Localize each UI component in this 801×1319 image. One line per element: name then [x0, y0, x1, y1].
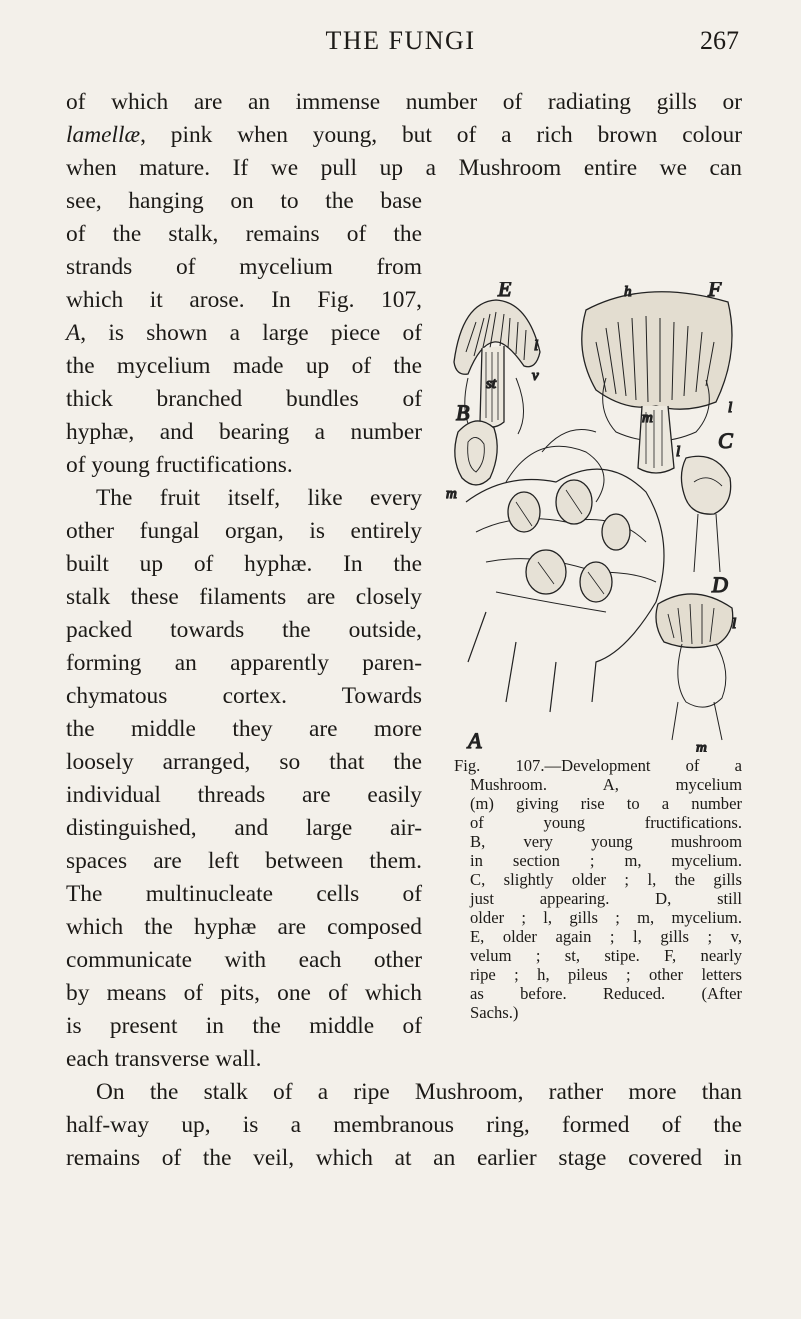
caption-line: ripe ; h, pileus ; other letters: [470, 965, 742, 984]
figure-caption: [454, 756, 742, 1022]
caption-line: E, older again ; l, gills ; v,: [470, 927, 742, 946]
label-m-d: m: [696, 740, 707, 752]
text-line: distinguished, and large air-: [66, 815, 422, 841]
text-fragment: , pink when young, but of a rich brown colour: [140, 122, 742, 148]
text-line: The fruit itself, like every: [96, 485, 422, 511]
caption-line: Fig. 107.—Development of a: [454, 756, 742, 775]
label-e: E: [498, 282, 512, 301]
label-l-f: l: [728, 400, 733, 416]
caption-line: C, slightly older ; l, the gills: [470, 870, 742, 889]
caption-line: in section ; m, mycelium.: [470, 851, 742, 870]
text-line: see, hanging on to the base: [66, 188, 422, 214]
text-line: by means of pits, one of which: [66, 980, 422, 1006]
label-m-f: m: [642, 410, 653, 426]
mushroom-illustration: [446, 282, 742, 752]
caption-line: just appearing. D, still: [470, 889, 742, 908]
caption-line: B, very young mushroom: [470, 832, 742, 851]
label-l: l: [534, 338, 539, 354]
label-c: C: [718, 428, 733, 453]
label-l-d: l: [732, 616, 737, 632]
running-title: THE FUNGI: [325, 26, 476, 55]
caption-line: (m) giving rise to a number: [470, 794, 742, 813]
label-st: st: [486, 376, 497, 392]
emphasis: lamellæ: [66, 122, 141, 148]
mushroom-development-figure: [446, 282, 742, 752]
caption-line: Sachs.): [470, 1003, 519, 1022]
page-header: [0, 14, 801, 54]
text-line: packed towards the outside,: [66, 617, 422, 643]
text-line: hyphæ, and bearing a number: [66, 419, 422, 445]
text-line: spaces are left between them.: [66, 848, 422, 874]
text-line: communicate with each other: [66, 947, 422, 973]
stage-d-drawing: [656, 572, 736, 752]
text-line: each transverse wall.: [66, 1046, 262, 1072]
text-line: the mycelium made up of the: [66, 353, 422, 379]
text-line: loosely arranged, so that the: [66, 749, 422, 775]
label-f: F: [708, 282, 722, 301]
text-line: individual threads are easily: [66, 782, 422, 808]
emphasis: A: [66, 320, 81, 346]
stage-f-drawing: [582, 282, 732, 473]
label-a: A: [468, 728, 482, 752]
caption-line: Mushroom. A, mycelium: [470, 775, 742, 794]
label-b: B: [456, 400, 470, 425]
text-line: thick branched bundles of: [66, 386, 422, 412]
text-line: forming an apparently paren-: [66, 650, 422, 676]
text-line: the middle they are more: [66, 716, 422, 742]
text-line: [66, 121, 742, 150]
text-line: when mature. If we pull up a Mushroom entire we can: [66, 155, 742, 181]
text-line: The multinucleate cells of: [66, 881, 422, 907]
text-line: strands of mycelium from: [66, 254, 422, 280]
label-m-b: m: [446, 486, 457, 502]
stage-c-drawing: [676, 428, 733, 572]
text-line: other fungal organ, is entirely: [66, 518, 422, 544]
text-line: built up of hyphæ. In the: [66, 551, 422, 577]
text-line: which it arose. In Fig. 107,: [66, 287, 422, 313]
page-number: 267: [700, 26, 739, 55]
label-l-c: l: [676, 444, 681, 460]
text-line: of which are an immense number of radiating gills or: [66, 89, 742, 115]
text-line: half-way up, is a membranous ring, formed of the: [66, 1112, 742, 1138]
label-d: D: [712, 572, 728, 597]
text-line: remains of the veil, which at an earlier stage covered in: [66, 1145, 742, 1171]
text-line: of the stalk, remains of the: [66, 221, 422, 247]
caption-line: older ; l, gills ; m, mycelium.: [470, 908, 742, 927]
text-line: chymatous cortex. Towards: [66, 683, 422, 709]
stage-a-drawing: [466, 430, 664, 753]
caption-line: velum ; st, stipe. F, nearly: [470, 946, 742, 965]
caption-line: as before. Reduced. (After: [470, 984, 742, 1003]
text-line: [66, 319, 422, 348]
text-line: stalk these filaments are closely: [66, 584, 422, 610]
label-v: v: [532, 368, 539, 384]
label-h: h: [624, 284, 632, 300]
text-fragment: , is shown a large piece of: [80, 320, 422, 346]
text-line: which the hyphæ are composed: [66, 914, 422, 940]
caption-line: of young fructifications.: [470, 813, 742, 832]
text-line: of young fructifications.: [66, 452, 293, 478]
text-line: is present in the middle of: [66, 1013, 422, 1039]
text-line: On the stalk of a ripe Mushroom, rather more than: [96, 1079, 742, 1105]
